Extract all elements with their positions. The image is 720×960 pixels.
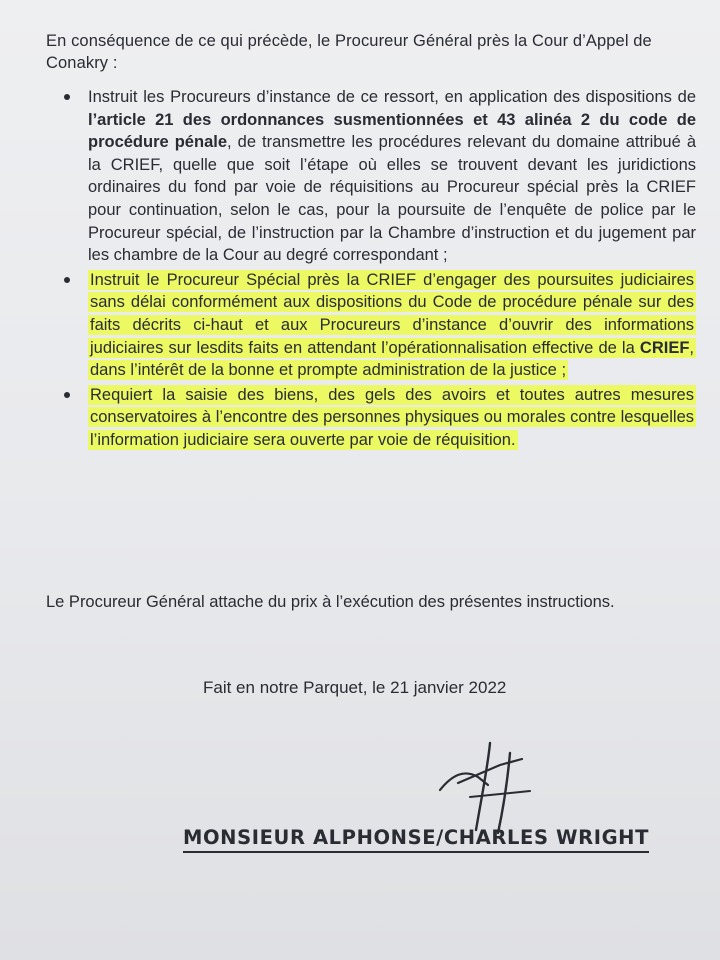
instruction-bold-text: l’article 21 des ordonnances susmentionnées et 43 alinéa 2 du code de procédure pénale [88,110,696,152]
instruction-text: , de transmettre les procédures relevant du domaine attribué à la CRIEF, quelle que soit l’étape où elles se trouvent devant les juridictions ordinaires du fond par voie de réquisitions au Procureur spécial près la CRIEF pour continuation, selon le cas, pour la poursuite de l’enquête de police par le Procureur spécial, de l’instruction par la Chambre d’instruction et du jugement par les chambre de la Cour au degré correspondant ; [88,133,697,265]
closing-paragraph: Le Procureur Général attache du prix à l’exécution des présentes instructions. [46,593,615,611]
instruction-text: Instruit les Procureurs d’instance de ce ressort, en application des dispositions de [88,88,696,106]
instruction-text: Requiert la saisie des biens, des gels des avoirs et toutes autres mesures conservatoires à l’encontre des personnes physiques ou morales contre lesquelles l’information judiciaire sera ouverte par voie de réquisition. [90,385,694,449]
instruction-item-1 [60,86,696,267]
bullet-icon [64,277,70,283]
instructions-list [60,86,696,452]
bullet-icon [64,392,70,398]
instruction-item-3 [60,384,696,452]
intro-paragraph: En conséquence de ce qui précède, le Procureur Général près la Cour d’Appel de Conakry : [46,32,652,72]
instruction-bold-text: CRIEF [639,338,690,357]
highlighted-text [88,385,696,450]
signer-name: MONSIEUR ALPHONSE/CHARLES WRIGHT [183,826,649,853]
highlighted-text [88,270,696,380]
instruction-text: Instruit le Procureur Spécial près la CRIEF d’engager des poursuites judiciaires sans délai conformément aux dispositions du Code de procédure pénale sur des faits décrits ci-haut et aux Procureurs d’instance d’ouvrir des informations judiciaires sur lesdits faits en attendant l’opérationnalisation effective de la [90,270,694,357]
instruction-text: , dans l’intérêt de la bonne et prompte administration de la justice ; [90,338,694,380]
instruction-item-2 [60,269,696,382]
place-date-line: Fait en notre Parquet, le 21 janvier 2022 [203,678,507,697]
bullet-icon [64,94,70,100]
